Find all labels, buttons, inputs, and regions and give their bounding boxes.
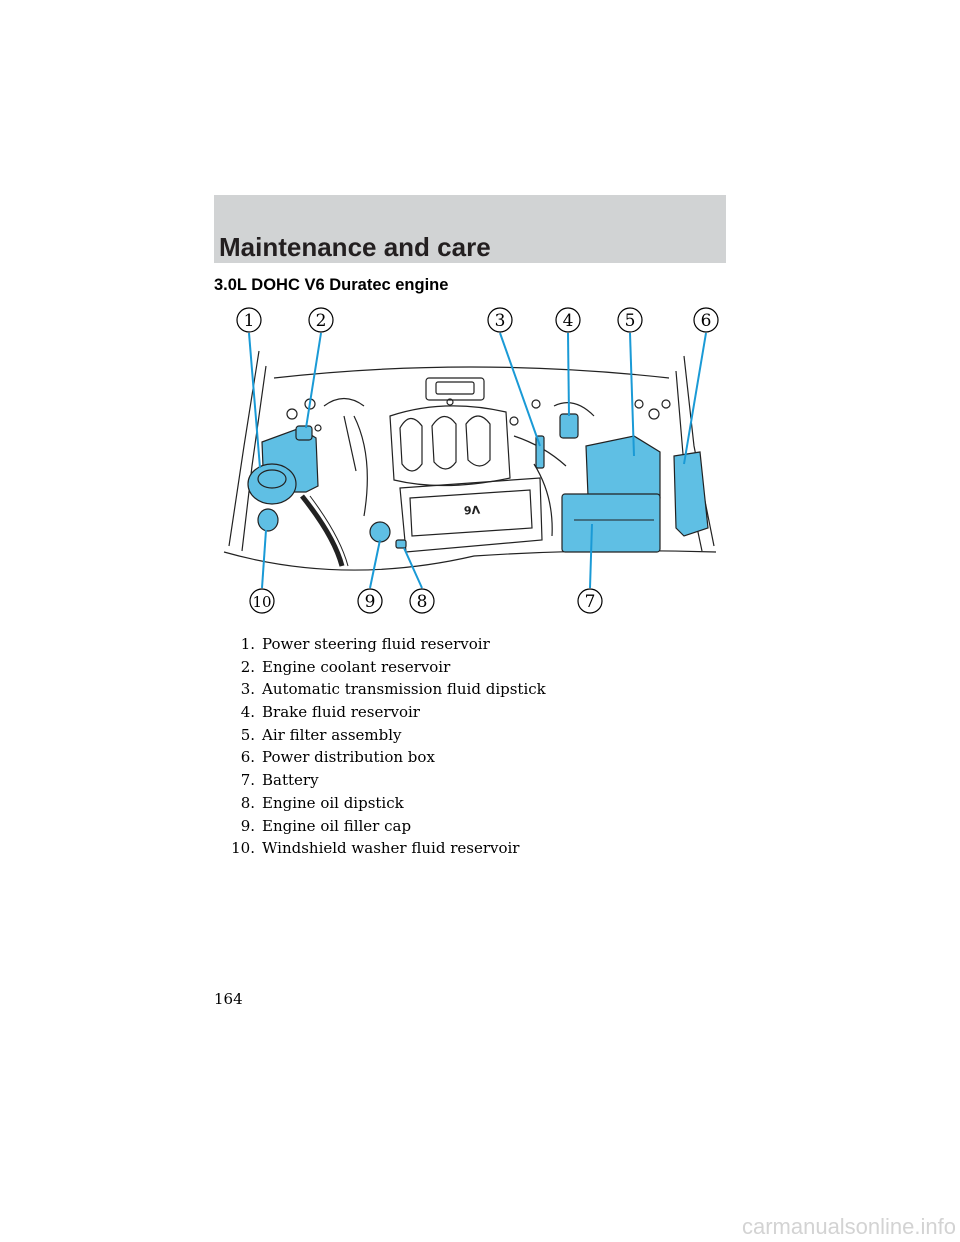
- oil-dipstick-handle: [396, 540, 406, 548]
- figure-title: 3.0L DOHC V6 Duratec engine: [214, 276, 449, 294]
- section-title: Maintenance and care: [219, 232, 491, 262]
- legend-item: 9. Engine oil filler cap: [240, 816, 412, 835]
- callout-9: 9: [364, 592, 376, 612]
- legend-item: 8. Engine oil dipstick: [240, 793, 404, 812]
- legend-item: 10. Windshield washer fluid reservoir: [231, 839, 520, 858]
- watermark: carmanualsonline.info: [741, 1214, 956, 1239]
- engine-badge-text: V6: [463, 502, 481, 517]
- battery: [562, 494, 660, 552]
- callout-4: 4: [562, 311, 574, 331]
- legend-item: 1. Power steering fluid reservoir: [240, 635, 490, 653]
- brake-fluid-reservoir: [560, 414, 578, 438]
- callout-8: 8: [416, 592, 428, 612]
- legend-item: 2. Engine coolant reservoir: [240, 657, 451, 676]
- coolant-cap: [296, 426, 312, 440]
- legend-item: 3. Automatic transmission fluid dipstick: [240, 680, 546, 699]
- callout-10: 10: [252, 593, 272, 611]
- component-legend: [214, 633, 546, 860]
- callout-5: 5: [624, 311, 636, 331]
- legend-item: 4. Brake fluid reservoir: [240, 703, 420, 722]
- power-distribution-box: [674, 452, 708, 536]
- callout-3: 3: [494, 311, 506, 331]
- washer-reservoir-cap: [258, 509, 278, 531]
- page-number: 164: [214, 990, 243, 1008]
- engine-bay-illustration: [214, 296, 726, 626]
- callout-1: 1: [243, 311, 255, 331]
- legend-item: 5. Air filter assembly: [240, 725, 402, 744]
- callout-2: 2: [315, 311, 327, 331]
- legend-item: 6. Power distribution box: [240, 748, 435, 767]
- callout-7: 7: [584, 592, 596, 612]
- callout-6: 6: [700, 311, 712, 331]
- oil-filler-cap: [370, 522, 390, 542]
- legend-item: 7. Battery: [240, 771, 319, 790]
